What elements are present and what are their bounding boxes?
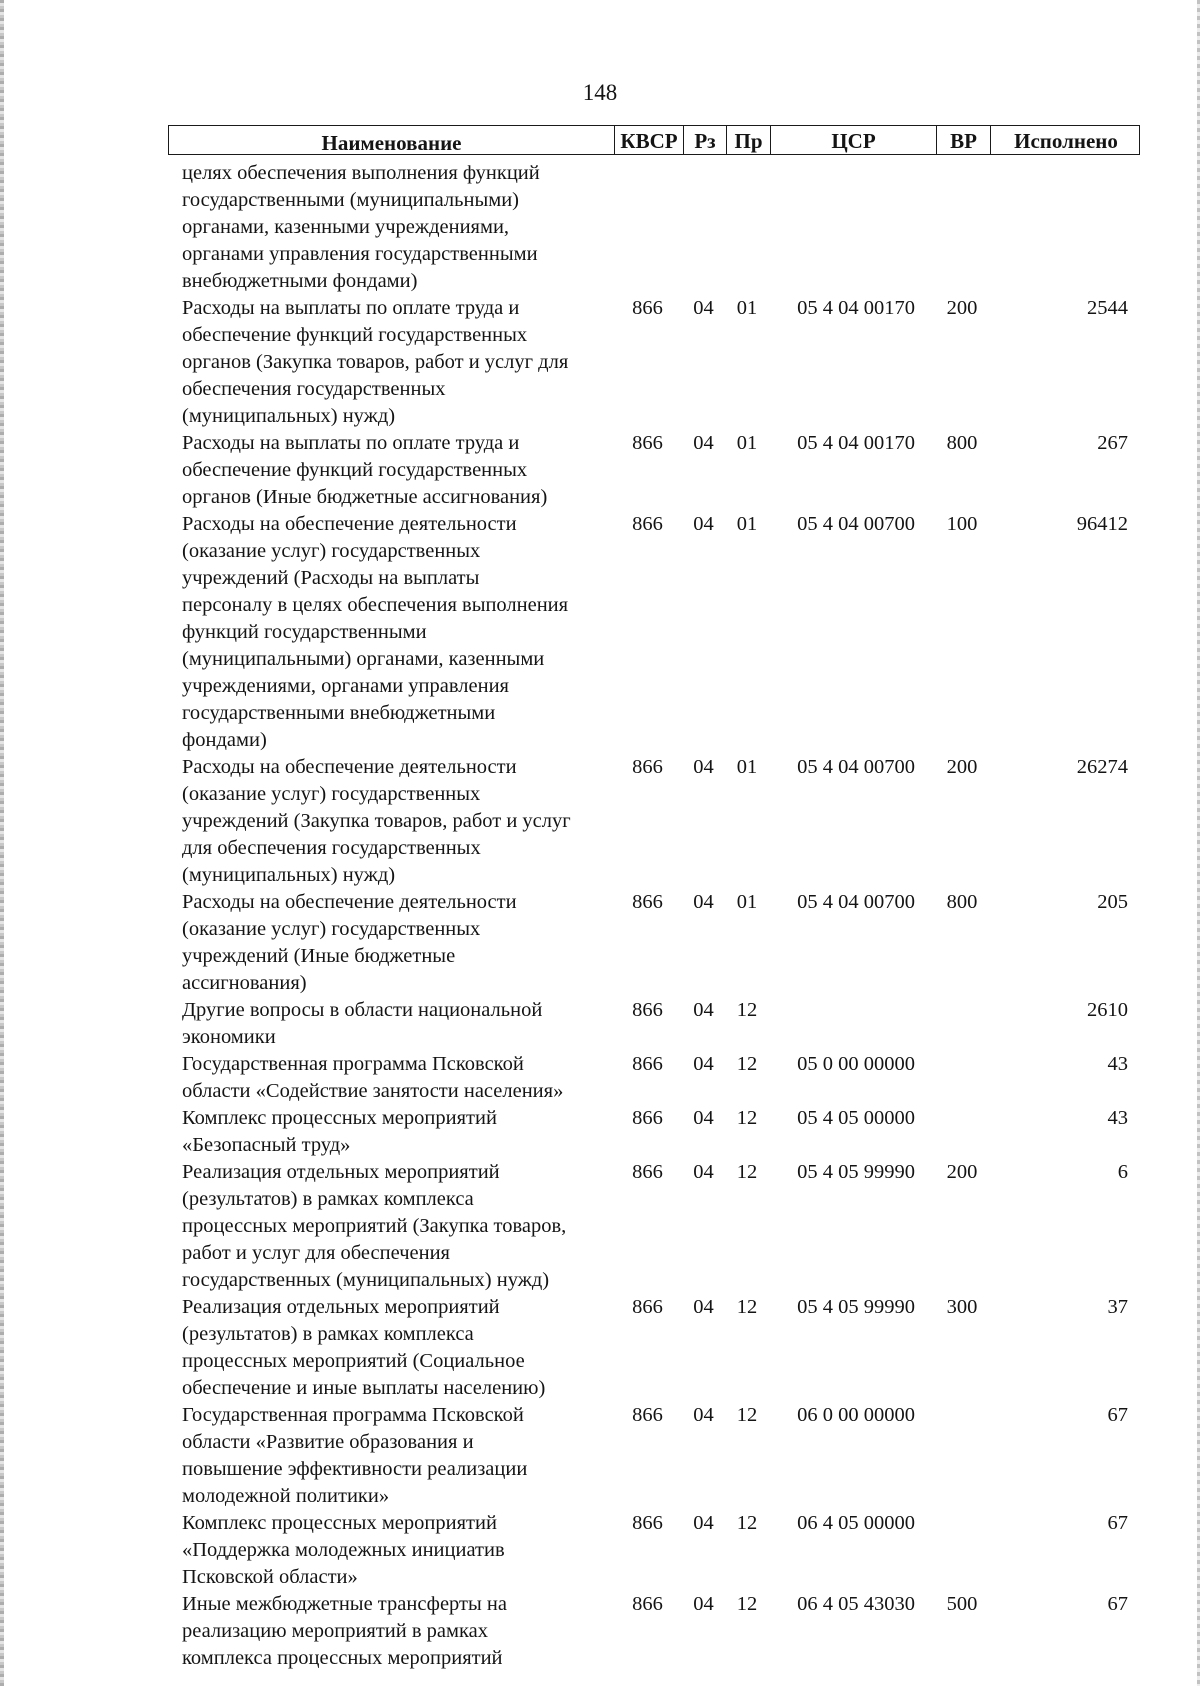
cell-kvsr: 866: [632, 1296, 663, 1318]
cell-ispolneno: 37: [1107, 1296, 1128, 1318]
table-row: [168, 1402, 1140, 1510]
table-row: [168, 1051, 1140, 1105]
cell-csr: 05 4 05 99990: [797, 1296, 915, 1318]
table-row: [168, 295, 1140, 430]
header-vr: ВР: [936, 126, 990, 154]
cell-csr: 05 4 05 00000: [797, 1107, 915, 1129]
cell-rz: 04: [693, 1404, 714, 1426]
cell-kvsr: 866: [632, 432, 663, 454]
table-row: [168, 1294, 1140, 1402]
cell-csr: 06 4 05 00000: [797, 1512, 915, 1534]
cell-rz: [682, 160, 725, 295]
table-row: [168, 1510, 1140, 1591]
table-row: [168, 1159, 1140, 1294]
header-kvsr: КВСР: [614, 126, 683, 154]
cell-vr: [935, 1105, 989, 1159]
cell-ispolneno: 43: [1107, 1053, 1128, 1075]
cell-vr: [935, 997, 989, 1051]
cell-rz: 04: [693, 999, 714, 1021]
page-number: 148: [582, 80, 618, 105]
cell-csr: 05 4 05 99990: [797, 1161, 915, 1183]
table-row: [168, 1591, 1140, 1672]
cell-kvsr: [613, 160, 682, 295]
cell-kvsr: 866: [632, 297, 663, 319]
cell-rz: 04: [693, 1107, 714, 1129]
cell-rz: 04: [693, 432, 714, 454]
cell-csr: 05 4 04 00170: [797, 432, 915, 454]
cell-ispolneno: 67: [1107, 1512, 1128, 1534]
cell-name: Государственная программа Псковской области «Содействие занятости населения»: [182, 1053, 564, 1102]
cell-csr: 05 4 04 00170: [797, 297, 915, 319]
cell-vr: [935, 1510, 989, 1591]
cell-vr: 800: [946, 432, 978, 454]
cell-csr: 05 4 04 00700: [797, 513, 915, 535]
table-row: [168, 430, 1140, 511]
cell-vr: 100: [946, 513, 978, 535]
cell-kvsr: 866: [632, 1593, 663, 1615]
cell-csr: 05 0 00 00000: [797, 1053, 915, 1075]
cell-ispolneno: 96412: [1076, 513, 1128, 535]
cell-pr: 01: [736, 891, 758, 913]
cell-pr: 01: [736, 513, 758, 535]
cell-ispolneno: 6: [1117, 1161, 1128, 1183]
cell-rz: 04: [693, 756, 714, 778]
cell-name: Реализация отдельных мероприятий (результатов) в рамках комплекса процессных мероприятий (Социальное обеспечение и иные выплаты населению): [182, 1296, 546, 1399]
cell-kvsr: 866: [632, 756, 663, 778]
header-ispolneno: Исполнено: [990, 126, 1141, 154]
cell-rz: 04: [693, 891, 714, 913]
cell-vr: [935, 1402, 989, 1510]
cell-pr: 12: [736, 1593, 758, 1615]
cell-pr: [725, 160, 769, 295]
cell-ispolneno: 267: [1097, 432, 1128, 454]
cell-ispolneno: 2610: [1087, 999, 1128, 1021]
cell-vr: 200: [946, 297, 978, 319]
cell-pr: 12: [736, 1404, 758, 1426]
cell-pr: 12: [736, 999, 758, 1021]
cell-rz: 04: [693, 513, 714, 535]
cell-ispolneno: 43: [1107, 1107, 1128, 1129]
cell-vr: 500: [946, 1593, 978, 1615]
cell-ispolneno: 26274: [1076, 756, 1128, 778]
cell-pr: 01: [736, 297, 758, 319]
cell-vr: [935, 1051, 989, 1105]
header-csr: ЦСР: [770, 126, 936, 154]
cell-kvsr: 866: [632, 1053, 663, 1075]
cell-kvsr: 866: [632, 891, 663, 913]
cell-vr: 200: [946, 756, 978, 778]
table-row: [168, 997, 1140, 1051]
cell-csr: [769, 160, 935, 295]
cell-ispolneno: [989, 160, 1140, 295]
cell-pr: 01: [736, 432, 758, 454]
table-row: [168, 889, 1140, 997]
cell-csr: 06 0 00 00000: [797, 1404, 915, 1426]
header-rz: Рз: [683, 126, 726, 154]
table-row: [168, 1105, 1140, 1159]
cell-name: Расходы на выплаты по оплате труда и обеспечение функций государственных органов (Закупка товаров, работ и услуг для обеспечения государственных (муниципальных) нужд): [182, 297, 569, 427]
cell-name: Иные межбюджетные трансферты на реализацию мероприятий в рамках комплекса процессных мероприятий: [182, 1593, 507, 1669]
cell-kvsr: 866: [632, 999, 663, 1021]
cell-csr: 06 4 05 43030: [797, 1593, 915, 1615]
cell-vr: 300: [946, 1296, 978, 1318]
cell-ispolneno: 2544: [1087, 297, 1128, 319]
table-header: [168, 125, 1140, 155]
cell-rz: 04: [693, 1053, 714, 1075]
table-row: [168, 511, 1140, 754]
table-row: [168, 754, 1140, 889]
cell-csr: 05 4 04 00700: [797, 756, 915, 778]
cell-name: Комплекс процессных мероприятий «Безопасный труд»: [182, 1107, 497, 1156]
cell-vr: [935, 160, 989, 295]
cell-pr: 12: [736, 1512, 758, 1534]
cell-name: Реализация отдельных мероприятий (результатов) в рамках комплекса процессных мероприятий (Закупка товаров, работ и услуг для обеспечения государственных (муниципальных) нужд): [182, 1161, 567, 1291]
cell-name: Комплекс процессных мероприятий «Поддержка молодежных инициатив Псковской области»: [182, 1512, 505, 1588]
cell-ispolneno: 205: [1097, 891, 1128, 913]
cell-name: Расходы на выплаты по оплате труда и обеспечение функций государственных органов (Иные бюджетные ассигнования): [182, 432, 548, 508]
cell-pr: 12: [736, 1161, 758, 1183]
cell-name: Другие вопросы в области национальной экономики: [182, 999, 543, 1048]
table-body: [168, 160, 1140, 1672]
cell-pr: 12: [736, 1107, 758, 1129]
scan-edge-left: [0, 0, 4, 1686]
cell-kvsr: 866: [632, 1161, 663, 1183]
cell-kvsr: 866: [632, 513, 663, 535]
cell-pr: 12: [736, 1053, 758, 1075]
table-row: [168, 160, 1140, 295]
cell-ispolneno: 67: [1107, 1593, 1128, 1615]
cell-name: Расходы на обеспечение деятельности (оказание услуг) государственных учреждений (Закупка товаров, работ и услуг для обеспечения государственных (муниципальных) нужд): [182, 756, 571, 886]
cell-rz: 04: [693, 1593, 714, 1615]
cell-kvsr: 866: [632, 1107, 663, 1129]
header-pr: Пр: [726, 126, 770, 154]
cell-name: целях обеспечения выполнения функций государственными (муниципальными) органами, казенными учреждениями, органами управления государственными внебюджетными фондами): [182, 162, 540, 292]
cell-csr: 05 4 04 00700: [797, 891, 915, 913]
cell-vr: 800: [946, 891, 978, 913]
cell-name: Государственная программа Псковской области «Развитие образования и повышение эффективности реализации молодежной политики»: [182, 1404, 528, 1507]
cell-rz: 04: [693, 1296, 714, 1318]
cell-name: Расходы на обеспечение деятельности (оказание услуг) государственных учреждений (Расходы на выплаты персоналу в целях обеспечения выполнения функций государственными (муниципальными) органами, казенными учреждениями, органами управления государственными внебюджетными фондами): [182, 513, 569, 751]
cell-rz: 04: [693, 1161, 714, 1183]
cell-kvsr: 866: [632, 1512, 663, 1534]
cell-rz: 04: [693, 297, 714, 319]
cell-vr: 200: [946, 1161, 978, 1183]
cell-rz: 04: [693, 1512, 714, 1534]
header-naimenovanie: Наименование: [321, 131, 462, 154]
cell-csr: [769, 997, 935, 1051]
cell-pr: 12: [736, 1296, 758, 1318]
cell-name: Расходы на обеспечение деятельности (оказание услуг) государственных учреждений (Иные бюджетные ассигнования): [182, 891, 517, 994]
cell-ispolneno: 67: [1107, 1404, 1128, 1426]
cell-pr: 01: [736, 756, 758, 778]
cell-kvsr: 866: [632, 1404, 663, 1426]
